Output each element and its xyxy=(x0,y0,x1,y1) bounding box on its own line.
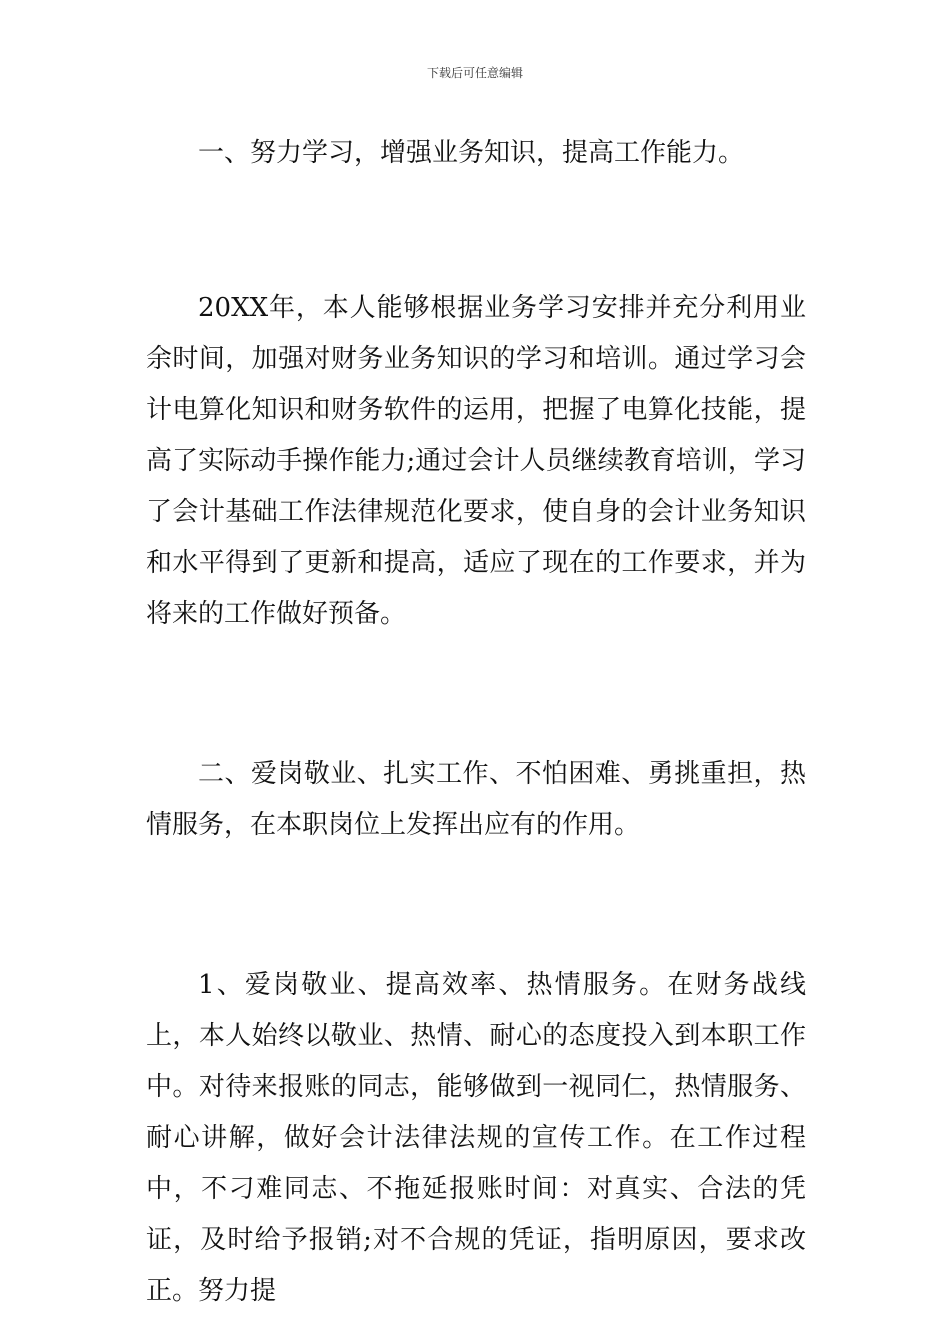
paragraph-spacer xyxy=(146,640,806,749)
paragraph-study: 20XX年，本人能够根据业务学习安排并充分利用业余时间，加强对财务业务知识的学习和培训。通过学习会计电算化知识和财务软件的运用，把握了电算化技能，提高了实际动手操作能力;通过会计人员继续教育培训，学习了会计基础工作法律规范化要求，使自身的会计业务知识和水平得到了更新和提高，适应了现在的工作要求，并为将来的工作做好预备。 xyxy=(146,293,806,629)
page-header: 下载后可任意编辑 xyxy=(426,66,523,80)
document-body xyxy=(146,128,806,1317)
section-heading-2: 二、爱岗敬业、扎实工作、不怕困难、勇挑重担，热情服务，在本职岗位上发挥出应有的作用。 xyxy=(146,759,806,840)
paragraph-spacer xyxy=(146,179,806,283)
paragraph-spacer xyxy=(146,851,806,960)
section-heading-1: 一、努力学习，增强业务知识，提高工作能力。 xyxy=(198,138,745,168)
paragraph-dedication: 1、爱岗敬业、提高效率、热情服务。在财务战线上，本人始终以敬业、热情、耐心的态度投入到本职工作中。对待来报账的同志，能够做到一视同仁，热情服务、耐心讲解，做好会计法律法规的宣传工作。在工作过程中，不刁难同志、不拖延报账时间：对真实、合法的凭证，及时给予报销;对不合规的凭证，指明原因，要求改正。努力提 xyxy=(146,970,806,1306)
